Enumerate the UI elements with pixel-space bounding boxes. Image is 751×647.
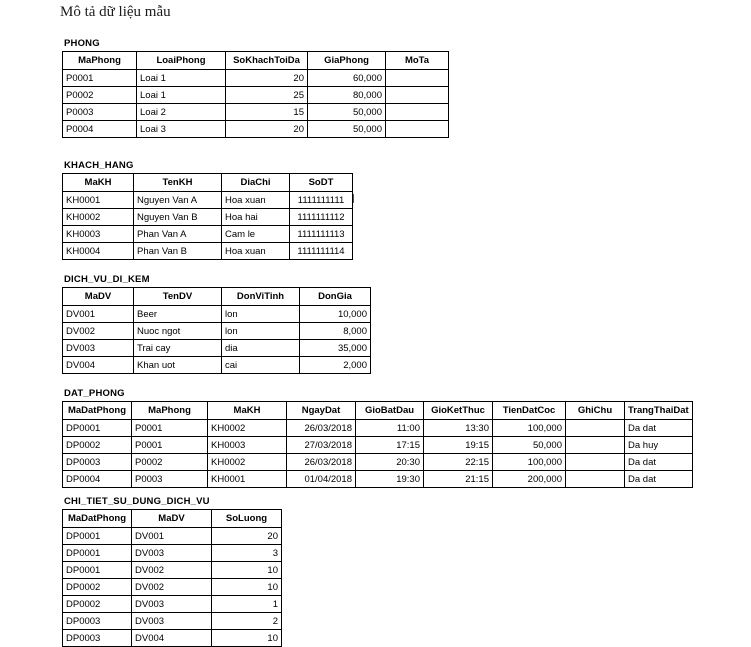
- cell-ngaydat: 26/03/2018: [287, 454, 356, 471]
- table-caption-dat-phong: DAT_PHONG: [64, 388, 125, 399]
- cell-donvitinh: lon: [222, 306, 300, 323]
- table-dat-phong: [62, 401, 693, 488]
- cell-trangthaidat: Da dat: [625, 454, 693, 471]
- column-header-mota: MoTa: [386, 52, 449, 70]
- cell-giaphong: 50,000: [308, 121, 386, 138]
- cell-maphong: P0003: [63, 104, 137, 121]
- cell-sokhachtoida: 20: [226, 70, 308, 87]
- cell-giaphong: 60,000: [308, 70, 386, 87]
- cell-gioketthuc: 19:15: [424, 437, 493, 454]
- cell-makh: KH0001: [63, 192, 134, 209]
- cell-mota: [386, 121, 449, 138]
- table-header-row: [63, 288, 371, 306]
- cell-tiendatcoc: 100,000: [493, 420, 566, 437]
- cell-ngaydat: 27/03/2018: [287, 437, 356, 454]
- cell-dongia: 8,000: [300, 323, 371, 340]
- cell-gioketthuc: 13:30: [424, 420, 493, 437]
- cell-madv: DV002: [63, 323, 134, 340]
- cell-dongia: 10,000: [300, 306, 371, 323]
- table-row: [63, 545, 282, 562]
- table-header-row: [63, 52, 449, 70]
- table-caption-dich-vu-di-kem: DICH_VU_DI_KEM: [64, 274, 150, 285]
- cell-maphong: P0001: [63, 70, 137, 87]
- cell-soluong: 20: [212, 528, 282, 545]
- column-header-sokhachtoida: SoKhachToiDa: [226, 52, 308, 70]
- cell-madatphong: DP0002: [63, 579, 132, 596]
- cell-soluong: 1: [212, 596, 282, 613]
- column-header-trangthaidat: TrangThaiDat: [625, 402, 693, 420]
- cell-loaiphong: Loai 1: [137, 87, 226, 104]
- cell-giaphong: 50,000: [308, 104, 386, 121]
- table-row: [63, 323, 371, 340]
- cell-diachi: Hoa hai: [222, 209, 290, 226]
- cell-trangthaidat: Da huy: [625, 437, 693, 454]
- cell-sokhachtoida: 15: [226, 104, 308, 121]
- cell-maphong: P0002: [63, 87, 137, 104]
- column-header-tendv: TenDV: [134, 288, 222, 306]
- cell-makh: KH0003: [208, 437, 287, 454]
- column-header-giobatdau: GioBatDau: [356, 402, 424, 420]
- cell-tendv: Nuoc ngot: [134, 323, 222, 340]
- cell-giobatdau: 19:30: [356, 471, 424, 488]
- cell-trangthaidat: Da dat: [625, 471, 693, 488]
- cell-ghichu: [566, 454, 625, 471]
- table-row: [63, 630, 282, 647]
- cell-dongia: 2,000: [300, 357, 371, 374]
- table-header-row: [63, 510, 282, 528]
- cell-maphong: P0001: [132, 437, 208, 454]
- cell-tendv: Trai cay: [134, 340, 222, 357]
- table-block-dich-vu-di-kem: [62, 274, 371, 374]
- column-header-gioketthuc: GioKetThuc: [424, 402, 493, 420]
- table-row: [63, 613, 282, 630]
- table-header-row: [63, 402, 693, 420]
- cell-ngaydat: 01/04/2018: [287, 471, 356, 488]
- column-header-madatphong: MaDatPhong: [63, 402, 132, 420]
- table-dich-vu-di-kem: [62, 287, 371, 374]
- cell-madatphong: DP0002: [63, 596, 132, 613]
- cell-madatphong: DP0001: [63, 562, 132, 579]
- cell-tiendatcoc: 200,000: [493, 471, 566, 488]
- column-header-diachi: DiaChi: [222, 174, 290, 192]
- cell-giobatdau: 17:15: [356, 437, 424, 454]
- cell-madv: DV003: [132, 613, 212, 630]
- column-header-madv: MaDV: [132, 510, 212, 528]
- cell-tenkh: Nguyen Van A: [134, 192, 222, 209]
- column-header-soluong: SoLuong: [212, 510, 282, 528]
- table-block-khach-hang: [62, 160, 353, 260]
- cell-mota: [386, 104, 449, 121]
- cell-donvitinh: lon: [222, 323, 300, 340]
- cell-madatphong: DP0004: [63, 471, 132, 488]
- table-row: [63, 226, 353, 243]
- cell-diachi: Hoa xuan: [222, 243, 290, 260]
- table-row: [63, 437, 693, 454]
- table-row: [63, 87, 449, 104]
- column-header-loaiphong: LoaiPhong: [137, 52, 226, 70]
- cell-makh: KH0002: [208, 420, 287, 437]
- cell-soluong: 10: [212, 562, 282, 579]
- cell-gioketthuc: 22:15: [424, 454, 493, 471]
- cell-maphong: P0002: [132, 454, 208, 471]
- cell-mota: [386, 87, 449, 104]
- cell-giobatdau: 20:30: [356, 454, 424, 471]
- table-row: [63, 104, 449, 121]
- table-row: [63, 471, 693, 488]
- cell-ngaydat: 26/03/2018: [287, 420, 356, 437]
- cell-ghichu: [566, 471, 625, 488]
- page-title: Mô tả dữ liệu mẫu: [60, 4, 171, 20]
- cell-soluong: 10: [212, 630, 282, 647]
- table-row: [63, 579, 282, 596]
- cell-sokhachtoida: 25: [226, 87, 308, 104]
- cell-madv: DV004: [132, 630, 212, 647]
- cell-donvitinh: dia: [222, 340, 300, 357]
- cell-sodt: 1111111114: [290, 243, 353, 260]
- table-row: [63, 562, 282, 579]
- cell-soluong: 2: [212, 613, 282, 630]
- cell-makh: KH0002: [208, 454, 287, 471]
- cell-tenkh: Phan Van A: [134, 226, 222, 243]
- cell-giobatdau: 11:00: [356, 420, 424, 437]
- cell-loaiphong: Loai 2: [137, 104, 226, 121]
- column-header-giaphong: GiaPhong: [308, 52, 386, 70]
- cell-makh: KH0004: [63, 243, 134, 260]
- column-header-dongia: DonGia: [300, 288, 371, 306]
- table-row: [63, 121, 449, 138]
- cell-makh: KH0002: [63, 209, 134, 226]
- cell-diachi: Cam le: [222, 226, 290, 243]
- cell-madatphong: DP0003: [63, 630, 132, 647]
- table-row: [63, 340, 371, 357]
- cell-tendv: Beer: [134, 306, 222, 323]
- table-row: [63, 420, 693, 437]
- cell-tenkh: Phan Van B: [134, 243, 222, 260]
- cell-madatphong: DP0001: [63, 420, 132, 437]
- cell-madv: DV002: [132, 562, 212, 579]
- table-caption-khach-hang: KHACH_HANG: [64, 160, 134, 171]
- cell-madv: DV002: [132, 579, 212, 596]
- cell-soluong: 10: [212, 579, 282, 596]
- table-chi-tiet-su-dung-dich-vu: [62, 509, 282, 647]
- table-block-phong: [62, 38, 449, 138]
- column-header-tenkh: TenKH: [134, 174, 222, 192]
- cell-ghichu: [566, 437, 625, 454]
- cell-dongia: 35,000: [300, 340, 371, 357]
- cell-diachi: Hoa xuan: [222, 192, 290, 209]
- cell-sodt: 1111111113: [290, 226, 353, 243]
- cell-maphong: P0003: [132, 471, 208, 488]
- table-row: [63, 528, 282, 545]
- cell-maphong: P0001: [132, 420, 208, 437]
- table-phong: [62, 51, 449, 138]
- table-caption-phong: PHONG: [64, 38, 100, 49]
- table-block-dat-phong: [62, 388, 693, 488]
- column-header-maphong: MaPhong: [132, 402, 208, 420]
- cell-sodt: 1111111111: [290, 192, 353, 209]
- column-header-donvitinh: DonViTinh: [222, 288, 300, 306]
- cell-madv: DV004: [63, 357, 134, 374]
- cell-madv: DV003: [132, 596, 212, 613]
- cell-sokhachtoida: 20: [226, 121, 308, 138]
- cell-tiendatcoc: 50,000: [493, 437, 566, 454]
- column-header-madatphong: MaDatPhong: [63, 510, 132, 528]
- table-caption-chi-tiet-su-dung-dich-vu: CHI_TIET_SU_DUNG_DICH_VU: [64, 496, 210, 507]
- table-block-chi-tiet-su-dung-dich-vu: [62, 496, 282, 647]
- cell-tiendatcoc: 100,000: [493, 454, 566, 471]
- table-row: [63, 70, 449, 87]
- cell-madatphong: DP0002: [63, 437, 132, 454]
- cell-gioketthuc: 21:15: [424, 471, 493, 488]
- cell-donvitinh: cai: [222, 357, 300, 374]
- cell-loaiphong: Loai 3: [137, 121, 226, 138]
- cell-sodt: 1111111112: [290, 209, 353, 226]
- cell-madv: DV003: [63, 340, 134, 357]
- column-header-ghichu: GhiChu: [566, 402, 625, 420]
- cell-tenkh: Nguyen Van B: [134, 209, 222, 226]
- cell-makh: KH0001: [208, 471, 287, 488]
- column-header-tiendatcoc: TienDatCoc: [493, 402, 566, 420]
- cell-tendv: Khan uot: [134, 357, 222, 374]
- column-header-maphong: MaPhong: [63, 52, 137, 70]
- cell-giaphong: 80,000: [308, 87, 386, 104]
- cell-trangthaidat: Da dat: [625, 420, 693, 437]
- cell-madv: DV001: [132, 528, 212, 545]
- table-row: [63, 243, 353, 260]
- table-header-row: [63, 174, 353, 192]
- table-row: [63, 357, 371, 374]
- cell-madatphong: DP0001: [63, 545, 132, 562]
- table-row: [63, 209, 353, 226]
- cell-makh: KH0003: [63, 226, 134, 243]
- table-row: [63, 454, 693, 471]
- table-row: [63, 306, 371, 323]
- cell-madatphong: DP0003: [63, 613, 132, 630]
- cell-loaiphong: Loai 1: [137, 70, 226, 87]
- table-khach-hang: [62, 173, 353, 260]
- cell-ghichu: [566, 420, 625, 437]
- cell-soluong: 3: [212, 545, 282, 562]
- cell-madv: DV003: [132, 545, 212, 562]
- table-row: [63, 596, 282, 613]
- cell-madatphong: DP0001: [63, 528, 132, 545]
- column-header-sodt: SoDT: [290, 174, 353, 192]
- column-header-madv: MaDV: [63, 288, 134, 306]
- cell-madatphong: DP0003: [63, 454, 132, 471]
- cell-mota: [386, 70, 449, 87]
- cell-madv: DV001: [63, 306, 134, 323]
- table-row: [63, 192, 353, 209]
- cell-overflow-marker: [353, 194, 354, 203]
- column-header-makh: MaKH: [63, 174, 134, 192]
- cell-maphong: P0004: [63, 121, 137, 138]
- column-header-makh: MaKH: [208, 402, 287, 420]
- column-header-ngaydat: NgayDat: [287, 402, 356, 420]
